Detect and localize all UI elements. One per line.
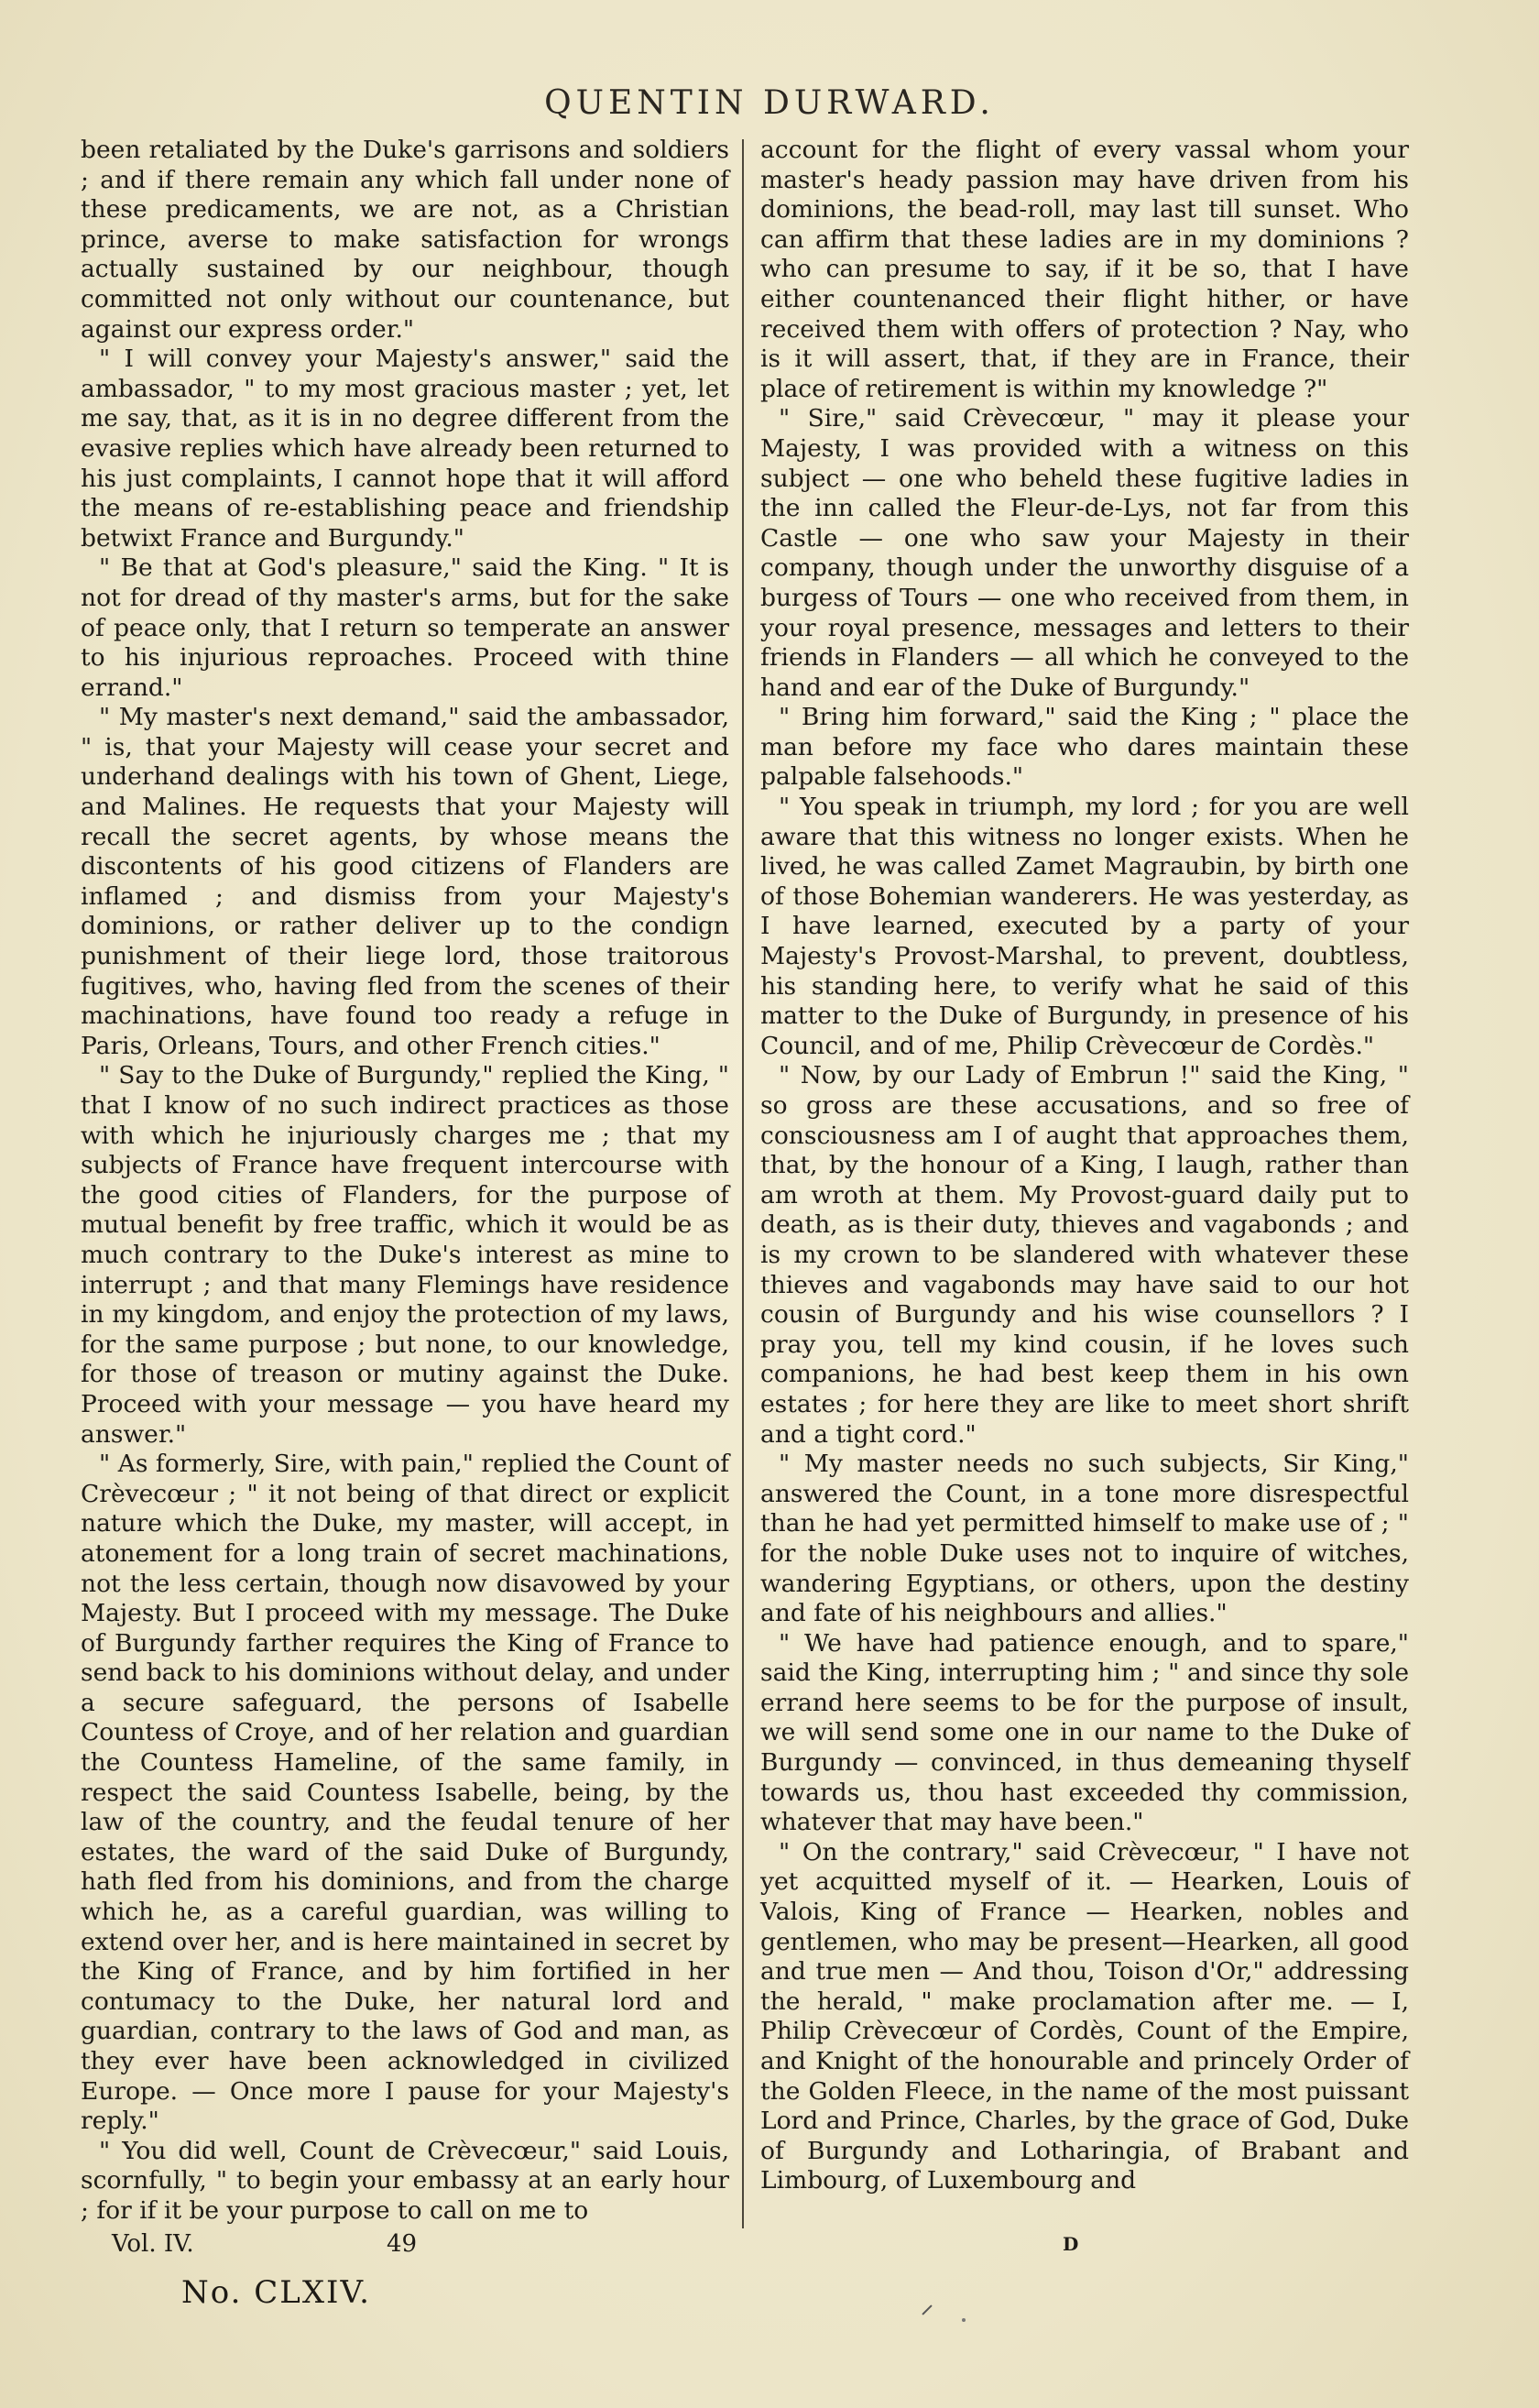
- stray-mark: [922, 2304, 932, 2315]
- issue-number: No. CLXIV.: [181, 2274, 371, 2311]
- right-column: [760, 136, 1409, 2196]
- paragraph: " Bring him forward," said the King ; " place the man before my face who dares maintain these palpable falsehoods.": [760, 703, 1409, 792]
- running-title: QUENTIN DURWARD.: [544, 84, 995, 122]
- paragraph: " We have had patience enough, and to spare," said the King, interrupting him ; " and since thy sole errand here seems to be for the purpose of insult, we will send some one in our name to the Duke of Burgundy — convinced, in thus demeaning thyself towards us, thou hast exceeded thy commission, whatever that may have been.": [760, 1628, 1409, 1837]
- paragraph: " I will convey your Majesty's answer," said the ambassador, " to my most gracious master ; yet, let me say, that, as it is in no degree different from the evasive replies which have already been returned to his just complaints, I cannot hope that it will afford the means of re-establishing peace and friendship betwixt France and Burgundy.": [81, 345, 729, 553]
- paragraph: " Sire," said Crèvecœur, " may it please your Majesty, I was provided with a witness on this subject — one who beheld these fugitive ladies in the inn called the Fleur-de-Lys, not far from this Castle — one who saw your Majesty in their company, though under the unworthy disguise of a burgess of Tours — one who received from them, in your royal presence, messages and letters to their friends in Flanders — all which he conveyed to the hand and ear of the Duke of Burgundy.": [760, 404, 1409, 702]
- column-divider: [742, 139, 744, 2228]
- paragraph: " You did well, Count de Crèvecœur," said Louis, scornfully, " to begin your embassy at an early hour ; for if it be your purpose to call on me to: [81, 2136, 729, 2225]
- paragraph: " You speak in triumph, my lord ; for you are well aware that this witness no longer exists. When he lived, he was called Zamet Magraubin, by birth one of those Bohemian wanderers. He was yesterday, as I have learned, executed by a party of your Majesty's Provost-Marshal, to prevent, doubtless, his standing here, to verify what he said of this matter to the Duke of Burgundy, in presence of his Council, and of me, Philip Crèvecœur de Cordès.": [760, 793, 1409, 1060]
- paragraph: " Be that at God's pleasure," said the King. " It is not for dread of thy master's arms, but for the sake of peace only, that I return so temperate an answer to his injurious reproaches. Proceed with thine errand.": [81, 553, 729, 702]
- paragraph: " My master's next demand," said the ambassador, " is, that your Majesty will cease your secret and underhand dealings with his town of Ghent, Liege, and Malines. He requests that your Majesty will recall the secret agents, by whose means the discontents of his good citizens of Flanders are inflamed ; and dismiss from your Majesty's dominions, or rather deliver up to the condign punishment of their liege lord, those traitorous fugitives, who, having fled from the scenes of their machinations, have found too ready a refuge in Paris, Orleans, Tours, and other French cities.": [81, 703, 729, 1060]
- paragraph: " My master needs no such subjects, Sir King," answered the Count, in a tone more disrespectful than he had yet permitted himself to make use of ; " for the noble Duke uses not to inquire of witches, wandering Egyptians, or others, upon the destiny and fate of his neighbours and allies.": [760, 1450, 1409, 1628]
- volume-label: Vol. IV.: [112, 2230, 194, 2258]
- left-column: [81, 136, 729, 2227]
- paragraph: " On the contrary," said Crèvecœur, " I have not yet acquitted myself of it. — Hearken, Louis of Valois, King of France — Hearken, nobles and gentlemen, who may be present—Hearken, all good and true men — And thou, Toison d'Or," addressing the herald, " make proclamation after me. — I, Philip Crèvecœur of Cordès, Count of the Empire, and Knight of the honourable and princely Order of the Golden Fleece, in the name of the most puissant Lord and Prince, Charles, by the grace of God, Duke of Burgundy and Lotharingia, of Brabant and Limbourg, of Luxembourg and: [760, 1837, 1409, 2195]
- stray-dot: [962, 2318, 966, 2322]
- paragraph: " Now, by our Lady of Embrun !" said the King, " so gross are these accusations, and so free of consciousness am I of aught that approaches them, that, by the honour of a King, I laugh, rather than am wroth at them. My Provost-guard daily put to death, as is their duty, thieves and vagabonds ; and is my crown to be slandered with whatever these thieves and vagabonds may have said to our hot cousin of Burgundy and his wise counsellors ? I pray you, tell my kind cousin, if he loves such companions, he had best keep them in his own estates ; for here they are like to meet short shrift and a tight cord.": [760, 1061, 1409, 1449]
- paragraph: " As formerly, Sire, with pain," replied the Count of Crèvecœur ; " it not being of that direct or explicit nature which the Duke, my master, will accept, in atonement for a long train of secret machinations, not the less certain, though now disavowed by your Majesty. But I proceed with my message. The Duke of Burgundy farther requires the King of France to send back to his dominions without delay, and under a secure safeguard, the persons of Isabelle Countess of Croye, and of her relation and guardian the Countess Hameline, of the same family, in respect the said Countess Isabelle, being, by the law of the country, and the feudal tenure of her estates, the ward of the said Duke of Burgundy, hath fled from his dominions, and from the charge which he, as a careful guardian, was willing to extend over her, and is here maintained in secret by the King of France, and by him fortified in her contumacy to the Duke, her natural lord and guardian, contrary to the laws of God and man, as they ever have been acknowledged in civilized Europe. — Once more I pause for your Majesty's reply.": [81, 1450, 729, 2136]
- paragraph: " Say to the Duke of Burgundy," replied the King, " that I know of no such indirect practices as those with which he injuriously charges me ; that my subjects of France have frequent intercourse with the good cities of Flanders, for the purpose of mutual benefit by free traffic, which it would be as much contrary to the Duke's interest as mine to interrupt ; and that many Flemings have residence in my kingdom, and enjoy the protection of my laws, for the same purpose ; but none, to our knowledge, for those of treason or mutiny against the Duke. Proceed with your message — you have heard my answer.": [81, 1061, 729, 1449]
- paragraph: been retaliated by the Duke's garrisons and soldiers ; and if there remain any which fall under none of these predicaments, we are not, as a Christian prince, averse to make satisfaction for wrongs actually sustained by our neighbour, though committed not only without our countenance, but against our express order.": [81, 136, 729, 344]
- paragraph: account for the flight of every vassal whom your master's heady passion may have driven from his dominions, the bead-roll, may last till sunset. Who can affirm that these ladies are in my dominions ? who can presume to say, if it be so, that I have either countenanced their flight hither, or have received them with offers of protection ? Nay, who is it will assert, that, if they are in France, their place of retirement is within my knowledge ?": [760, 136, 1409, 403]
- page-number: 49: [387, 2230, 418, 2258]
- signature-mark: D: [1063, 2233, 1079, 2255]
